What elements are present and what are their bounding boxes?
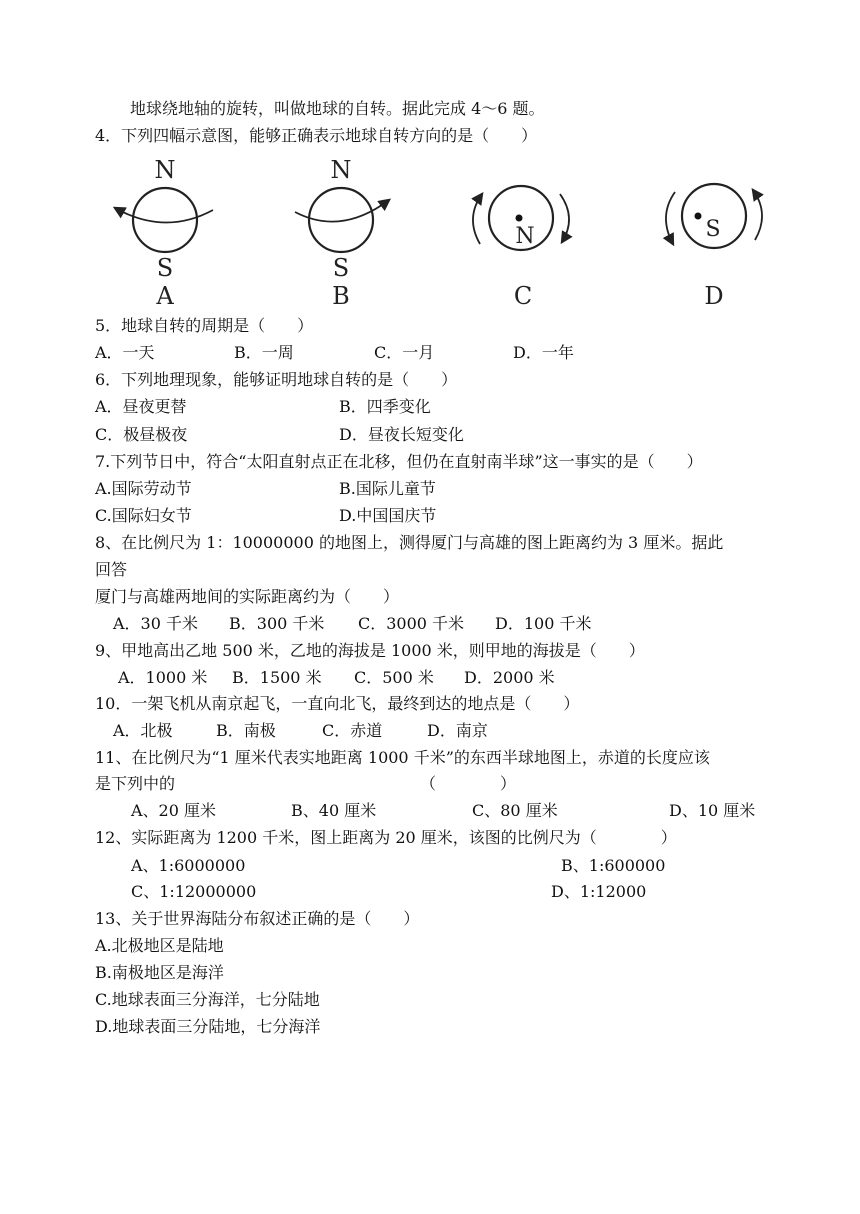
figure-c-right-arrow — [560, 194, 569, 242]
question-7-stem: 7.下列节日中，符合“太阳直射点正在北移，但仍在直射南半球”这一事实的是（ ） — [95, 452, 703, 471]
question-13-option-a: A.北极地区是陆地 — [95, 936, 224, 955]
figure-d-right-arrow — [753, 190, 762, 240]
question-6-option-d: D．昼夜长短变化 — [339, 425, 464, 444]
question-5-option-c: C．一月 — [374, 343, 435, 362]
question-8-option-b: B．300 千米 — [229, 614, 325, 633]
question-6-stem: 6．下列地理现象，能够证明地球自转的是（ ） — [95, 370, 458, 389]
question-11-stem-line-1: 11、在比例尺为“1 厘米代表实地距离 1000 千米”的东西半球地图上，赤道的长度应该 — [95, 748, 710, 767]
question-13-option-c: C.地球表面三分海洋，七分陆地 — [95, 990, 320, 1009]
question-12-option-b: B、1:600000 — [561, 856, 666, 875]
figure-d-label: D — [704, 282, 724, 310]
question-10-option-c: C．赤道 — [322, 721, 383, 740]
question-10-option-d: D．南京 — [427, 721, 488, 740]
figure-c — [473, 186, 569, 310]
figure-a-rotation-arrow — [115, 208, 213, 223]
question-9-option-c: C．500 米 — [354, 668, 434, 687]
figure-b-south-label: S — [332, 254, 350, 282]
question-11-option-c: C、80 厘米 — [472, 801, 558, 820]
question-11-option-d: D、10 厘米 — [669, 801, 756, 820]
question-13-stem: 13、关于世界海陆分布叙述正确的是（ ） — [95, 909, 420, 928]
figure-a-south-label: S — [156, 254, 174, 282]
question-4-stem: 4．下列四幅示意图，能够正确表示地球自转方向的是（ ） — [95, 126, 538, 145]
figure-a — [115, 156, 213, 310]
question-11-option-a: A、20 厘米 — [131, 801, 217, 820]
question-10-option-b: B．南极 — [216, 721, 276, 740]
question-9-option-a: A．1000 米 — [118, 668, 208, 687]
question-9-stem: 9、甲地高出乙地 500 米，乙地的海拔是 1000 米，则甲地的海拔是（ ） — [95, 641, 645, 660]
figure-d-pole-dot — [695, 213, 702, 220]
figure-b-rotation-arrow — [295, 200, 389, 222]
figure-b-label: B — [332, 282, 350, 310]
figure-c-pole-dot — [516, 215, 523, 222]
question-7-option-a: A.国际劳动节 — [95, 479, 192, 498]
question-5-option-a: A．一天 — [95, 343, 155, 362]
question-8-stem-line-3: 厦门与高雄两地间的实际距离约为（ ） — [95, 587, 400, 606]
question-12-option-c: C、1:12000000 — [131, 882, 257, 901]
figure-c-label: C — [513, 282, 533, 310]
question-13-option-b: B.南极地区是海洋 — [95, 963, 224, 982]
figure-b — [295, 156, 389, 310]
figure-b-north-label: N — [330, 156, 352, 184]
question-7-option-c: C.国际妇女节 — [95, 506, 192, 525]
question-8-stem-line-1: 8、在比例尺为 1：10000000 的地图上，测得厦门与高雄的图上距离约为 3 厘米。据此 — [95, 533, 724, 552]
question-7-option-b: B.国际儿童节 — [339, 479, 436, 498]
question-10-option-a: A．北极 — [113, 721, 173, 740]
figure-a-north-label: N — [154, 156, 176, 184]
figure-d-left-arrow — [666, 192, 675, 244]
figure-a-label: A — [156, 282, 174, 310]
question-11-answer-paren: （ ） — [420, 774, 517, 793]
question-10-stem: 10．一架飞机从南京起飞，一直向北飞，最终到达的地点是（ ） — [95, 694, 580, 713]
figure-c-pole-label: N — [515, 224, 535, 249]
question-9-option-b: B．1500 米 — [232, 668, 322, 687]
question-5-option-b: B．一周 — [234, 343, 294, 362]
question-11-option-b: B、40 厘米 — [291, 801, 377, 820]
figure-d — [666, 184, 762, 310]
figure-d-pole-label: S — [705, 217, 721, 242]
rotation-diagrams — [95, 150, 775, 315]
question-8-option-a: A．30 千米 — [113, 614, 199, 633]
question-5-stem: 5．地球自转的周期是（ ） — [95, 316, 314, 335]
question-12-option-a: A、1:6000000 — [131, 856, 246, 875]
intro-text: 地球绕地轴的旋转，叫做地球的自转。据此完成 4～6 题。 — [130, 99, 545, 118]
question-8-option-d: D．100 千米 — [495, 614, 592, 633]
question-7-option-d: D.中国国庆节 — [339, 506, 437, 525]
rotation-diagrams-svg — [95, 150, 775, 315]
question-8-stem-line-2: 回答 — [95, 560, 128, 579]
figure-c-left-arrow — [473, 194, 482, 244]
question-5-option-d: D．一年 — [513, 343, 574, 362]
question-12-option-d: D、1:12000 — [551, 882, 647, 901]
question-11-stem-line-2: 是下列中的 — [95, 774, 176, 793]
question-8-option-c: C．3000 千米 — [358, 614, 465, 633]
question-12-stem: 12、实际距离为 1200 千米，图上距离为 20 厘米，该图的比例尺为（ ） — [95, 828, 677, 847]
question-9-option-d: D．2000 米 — [464, 668, 555, 687]
question-6-option-a: A．昼夜更替 — [95, 397, 187, 416]
question-6-option-c: C．极昼极夜 — [95, 425, 188, 444]
question-6-option-b: B．四季变化 — [339, 397, 431, 416]
question-13-option-d: D.地球表面三分陆地，七分海洋 — [95, 1017, 321, 1036]
